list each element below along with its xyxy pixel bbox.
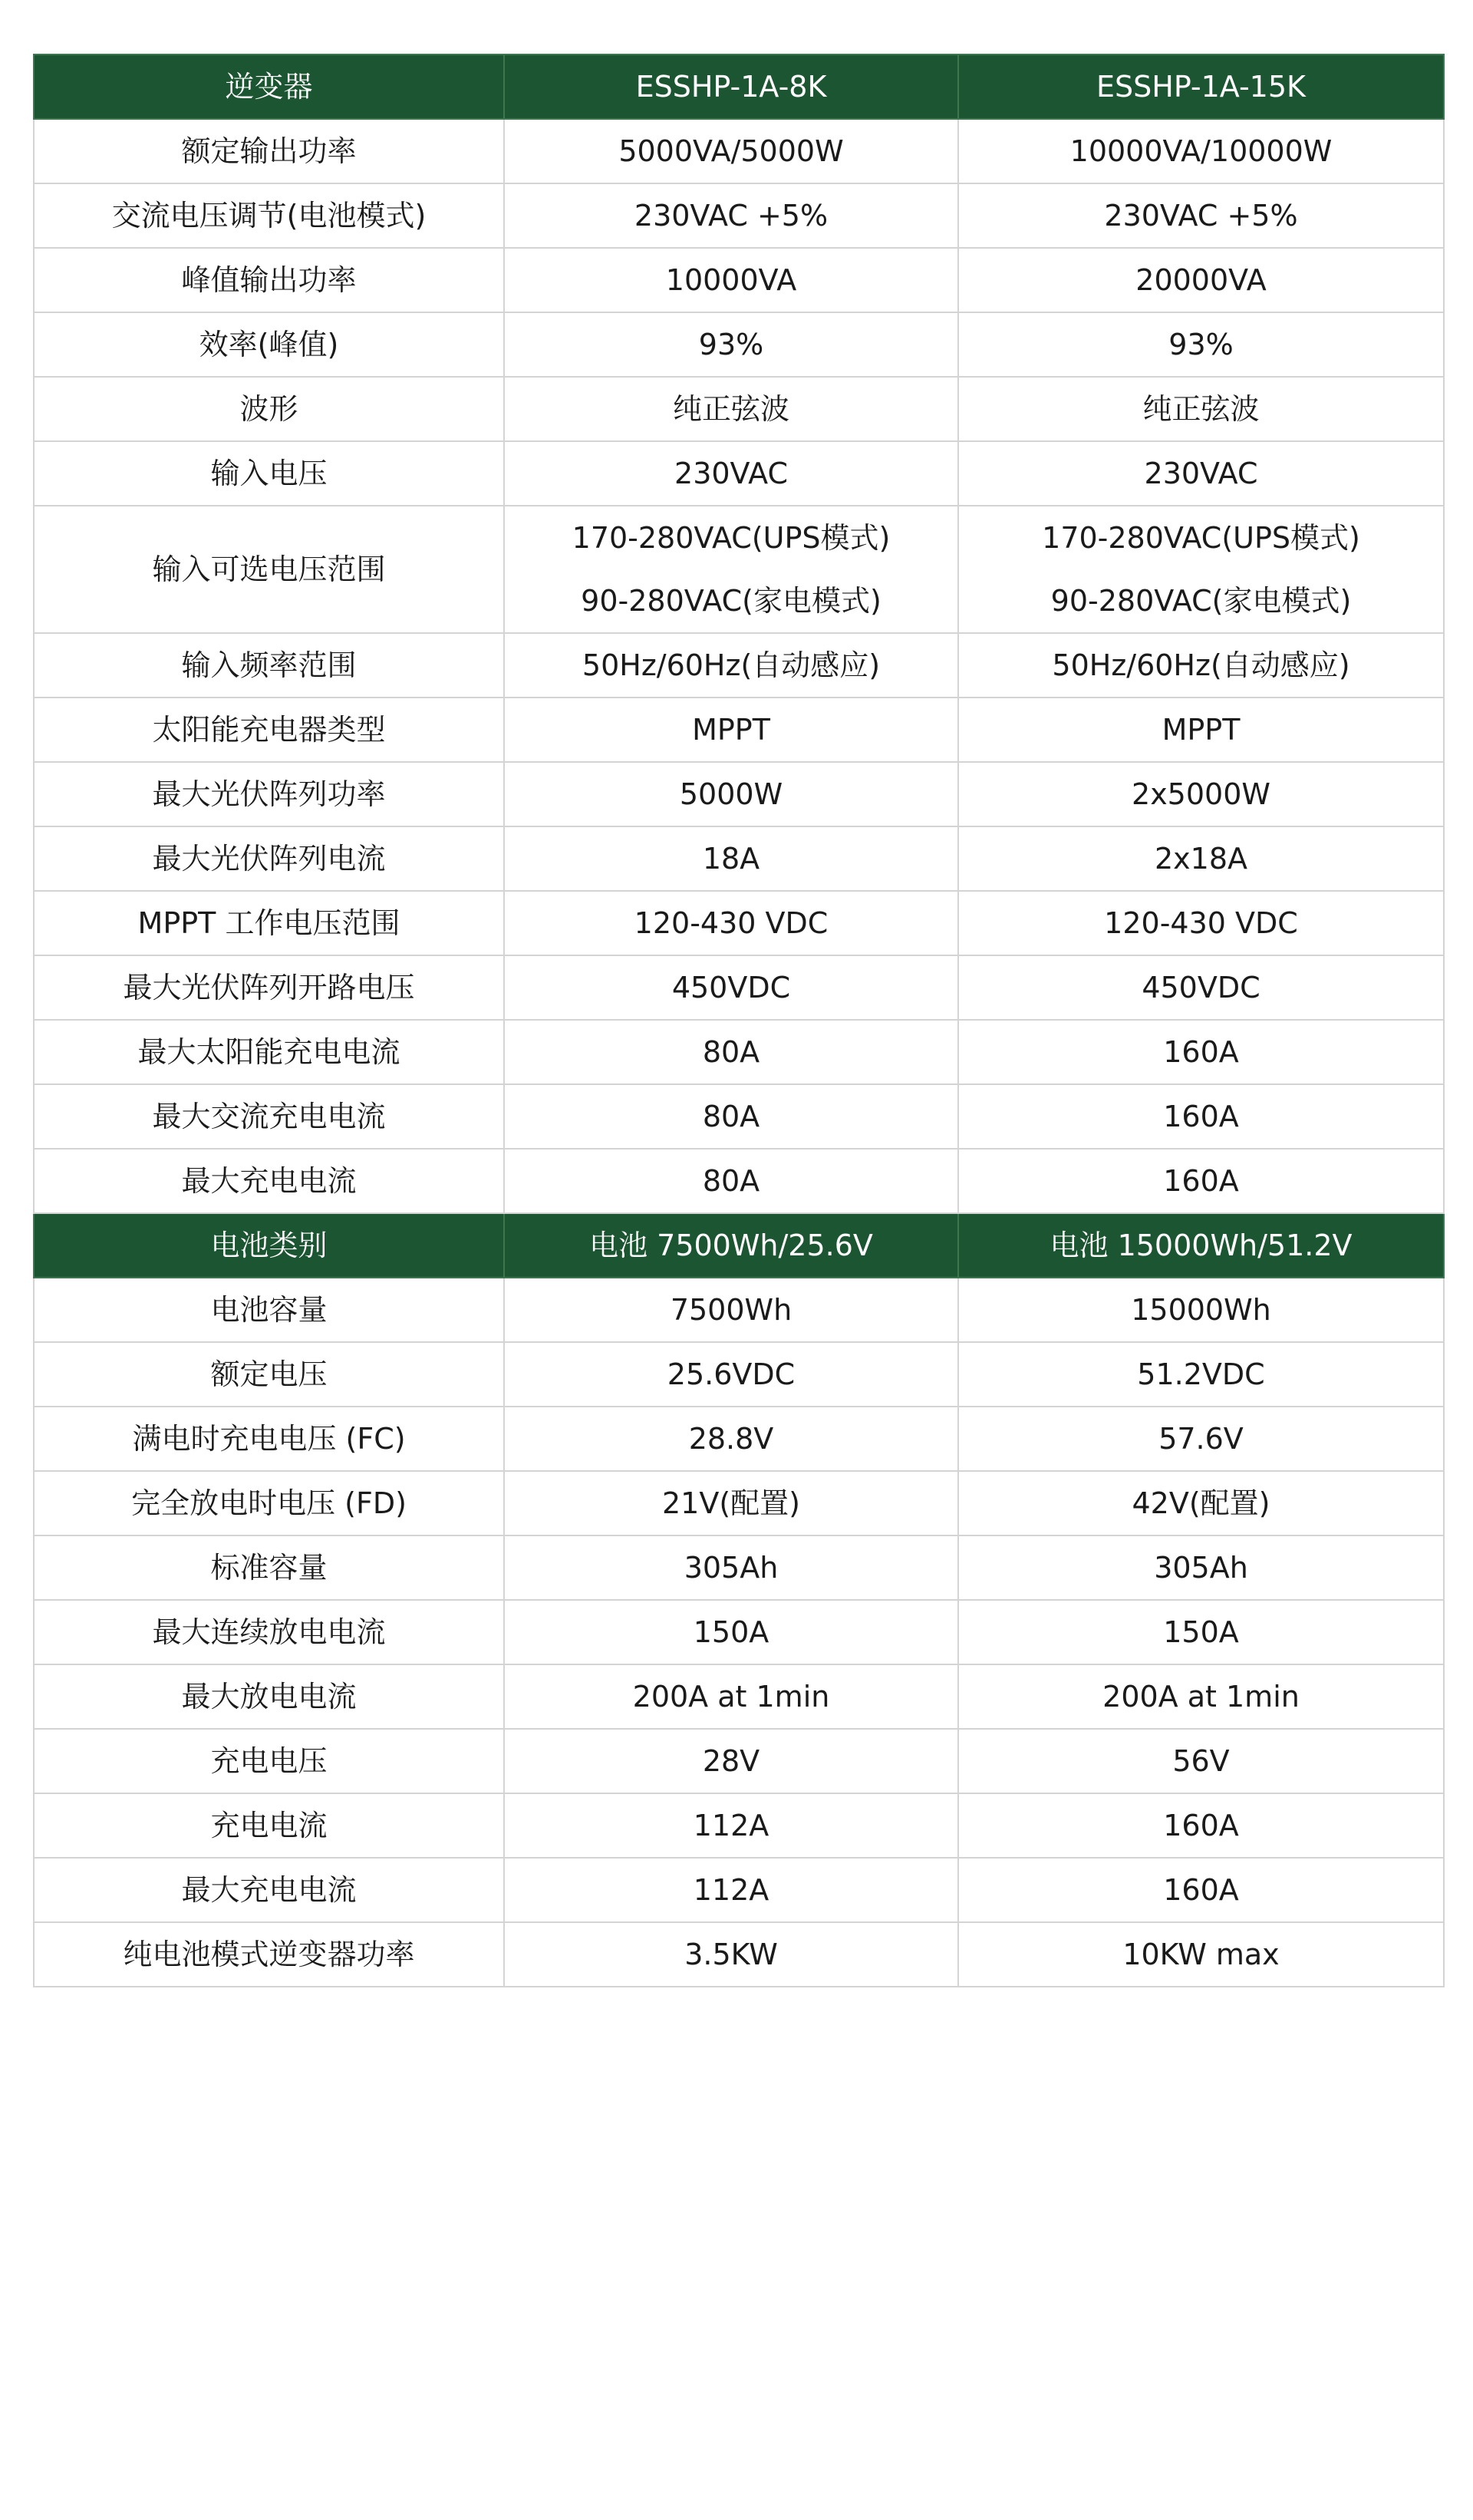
cell-line: 170-280VAC(UPS模式) (572, 521, 891, 555)
spec-label-cell: 最大充电电流 (34, 1149, 504, 1213)
spec-table-body (34, 54, 1444, 1987)
model-a-cell: MPPT (504, 698, 958, 762)
spec-label-cell: 输入可选电压范围 (34, 506, 504, 633)
spec-label-cell: MPPT 工作电压范围 (34, 891, 504, 955)
model-a-cell: 纯正弦波 (504, 377, 958, 441)
model-b-cell: 10KW max (958, 1922, 1444, 1987)
model-a-cell: 450VDC (504, 955, 958, 1020)
model-b-cell: 160A (958, 1149, 1444, 1213)
inverter-spec-row (34, 1149, 1444, 1213)
spec-label-cell: 最大充电电流 (34, 1858, 504, 1922)
battery-spec-row (34, 1535, 1444, 1600)
header-cell: ESSHP-1A-15K (958, 54, 1444, 119)
spec-label-cell: 充电电压 (34, 1729, 504, 1793)
model-a-cell: 230VAC +5% (504, 183, 958, 248)
spec-label-cell: 最大交流充电电流 (34, 1084, 504, 1149)
model-a-cell: 18A (504, 826, 958, 891)
model-b-cell: 42V(配置) (958, 1471, 1444, 1535)
model-b-cell: 230VAC +5% (958, 183, 1444, 248)
model-b-cell: 15000Wh (958, 1278, 1444, 1342)
header-cell: 电池 7500Wh/25.6V (504, 1213, 958, 1278)
battery-spec-row (34, 1471, 1444, 1535)
model-a-cell: 200A at 1min (504, 1664, 958, 1729)
model-b-cell: 160A (958, 1858, 1444, 1922)
model-b-cell: 120-430 VDC (958, 891, 1444, 955)
battery-spec-row (34, 1729, 1444, 1793)
spec-label-cell: 最大光伏阵列功率 (34, 762, 504, 826)
battery-header-row (34, 1213, 1444, 1278)
model-a-cell: 28V (504, 1729, 958, 1793)
header-cell: 电池 15000Wh/51.2V (958, 1213, 1444, 1278)
inverter-spec-row (34, 248, 1444, 312)
model-a-cell: 305Ah (504, 1535, 958, 1600)
model-b-cell: 230VAC (958, 441, 1444, 506)
model-a-cell: 5000W (504, 762, 958, 826)
inverter-spec-row (34, 119, 1444, 183)
model-a-cell: 230VAC (504, 441, 958, 506)
battery-spec-row (34, 1600, 1444, 1664)
model-b-cell: 160A (958, 1084, 1444, 1149)
model-b-cell: MPPT (958, 698, 1444, 762)
inverter-spec-row (34, 762, 1444, 826)
battery-spec-row (34, 1858, 1444, 1922)
spec-label-cell: 太阳能充电器类型 (34, 698, 504, 762)
inverter-spec-row (34, 506, 1444, 633)
model-a-cell: 112A (504, 1858, 958, 1922)
header-cell: 电池类别 (34, 1213, 504, 1278)
spec-label-cell: 额定电压 (34, 1342, 504, 1407)
inverter-spec-row (34, 826, 1444, 891)
cell-line: 90-280VAC(家电模式) (581, 584, 881, 618)
spec-label-cell: 额定输出功率 (34, 119, 504, 183)
model-a-cell: 3.5KW (504, 1922, 958, 1987)
spec-label-cell: 最大放电电流 (34, 1664, 504, 1729)
model-b-cell: 200A at 1min (958, 1664, 1444, 1729)
model-b-cell: 51.2VDC (958, 1342, 1444, 1407)
inverter-spec-row (34, 1020, 1444, 1084)
model-b-cell: 160A (958, 1793, 1444, 1858)
model-a-cell: 7500Wh (504, 1278, 958, 1342)
model-a-cell: 28.8V (504, 1407, 958, 1471)
model-a-cell: 80A (504, 1084, 958, 1149)
model-a-cell: 112A (504, 1793, 958, 1858)
spec-label-cell: 标准容量 (34, 1535, 504, 1600)
cell-line: 90-280VAC(家电模式) (1050, 584, 1352, 618)
model-b-cell: 2x18A (958, 826, 1444, 891)
model-b-cell (958, 506, 1444, 633)
model-a-cell: 93% (504, 312, 958, 377)
model-b-cell: 305Ah (958, 1535, 1444, 1600)
model-a-cell: 10000VA (504, 248, 958, 312)
model-b-cell: 56V (958, 1729, 1444, 1793)
spec-label-cell: 最大连续放电电流 (34, 1600, 504, 1664)
spec-label-cell: 电池容量 (34, 1278, 504, 1342)
inverter-spec-row (34, 183, 1444, 248)
spec-label-cell: 最大光伏阵列电流 (34, 826, 504, 891)
spec-label-cell: 输入频率范围 (34, 633, 504, 698)
spec-label-cell: 峰值输出功率 (34, 248, 504, 312)
model-b-cell: 160A (958, 1020, 1444, 1084)
inverter-spec-row (34, 891, 1444, 955)
battery-spec-row (34, 1278, 1444, 1342)
model-b-cell: 57.6V (958, 1407, 1444, 1471)
model-a-cell: 5000VA/5000W (504, 119, 958, 183)
spec-label-cell: 交流电压调节(电池模式) (34, 183, 504, 248)
model-b-cell: 150A (958, 1600, 1444, 1664)
model-a-cell: 80A (504, 1020, 958, 1084)
model-a-cell (504, 506, 958, 633)
model-b-cell: 50Hz/60Hz(自动感应) (958, 633, 1444, 698)
cell-line: 170-280VAC(UPS模式) (1042, 521, 1360, 555)
model-b-cell: 450VDC (958, 955, 1444, 1020)
model-a-cell: 150A (504, 1600, 958, 1664)
spec-label-cell: 效率(峰值) (34, 312, 504, 377)
inverter-spec-row (34, 1084, 1444, 1149)
battery-spec-row (34, 1407, 1444, 1471)
battery-spec-row (34, 1793, 1444, 1858)
spec-label-cell: 纯电池模式逆变器功率 (34, 1922, 504, 1987)
spec-label-cell: 满电时充电电压 (FC) (34, 1407, 504, 1471)
spec-label-cell: 充电电流 (34, 1793, 504, 1858)
inverter-spec-row (34, 312, 1444, 377)
model-b-cell: 纯正弦波 (958, 377, 1444, 441)
inverter-spec-row (34, 633, 1444, 698)
inverter-spec-row (34, 955, 1444, 1020)
model-b-cell: 93% (958, 312, 1444, 377)
model-a-cell: 80A (504, 1149, 958, 1213)
inverter-spec-row (34, 698, 1444, 762)
model-a-cell: 21V(配置) (504, 1471, 958, 1535)
spec-label-cell: 最大光伏阵列开路电压 (34, 955, 504, 1020)
inverter-header-row (34, 54, 1444, 119)
battery-spec-row (34, 1342, 1444, 1407)
model-a-cell: 25.6VDC (504, 1342, 958, 1407)
model-b-cell: 20000VA (958, 248, 1444, 312)
spec-label-cell: 输入电压 (34, 441, 504, 506)
spec-label-cell: 波形 (34, 377, 504, 441)
inverter-spec-row (34, 441, 1444, 506)
header-cell: 逆变器 (34, 54, 504, 119)
model-b-cell: 2x5000W (958, 762, 1444, 826)
model-a-cell: 120-430 VDC (504, 891, 958, 955)
inverter-spec-row (34, 377, 1444, 441)
header-cell: ESSHP-1A-8K (504, 54, 958, 119)
battery-spec-row (34, 1922, 1444, 1987)
model-b-cell: 10000VA/10000W (958, 119, 1444, 183)
battery-spec-row (34, 1664, 1444, 1729)
model-a-cell: 50Hz/60Hz(自动感应) (504, 633, 958, 698)
spec-table (33, 54, 1445, 1987)
spec-label-cell: 完全放电时电压 (FD) (34, 1471, 504, 1535)
spec-label-cell: 最大太阳能充电电流 (34, 1020, 504, 1084)
